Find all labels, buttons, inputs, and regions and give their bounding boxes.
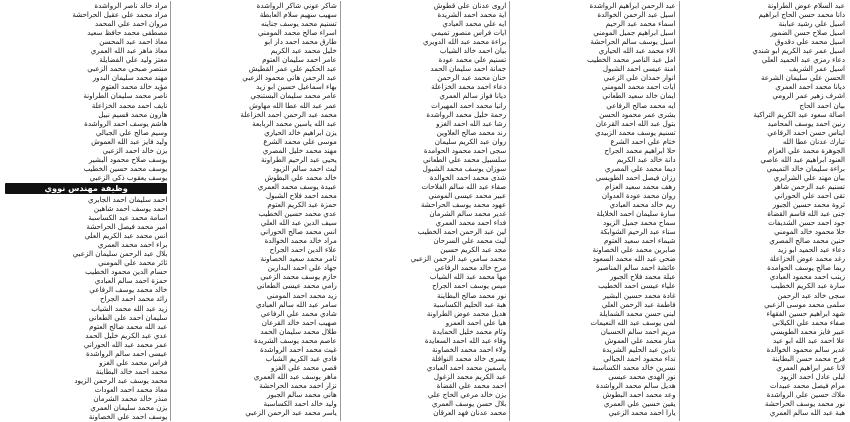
name-entry: رزان فيصل احمد الطويسي — [595, 172, 676, 182]
name-entry: بلال حسن يوسف العمري — [431, 399, 507, 409]
name-entry: يقين حسين علي العمري — [603, 399, 676, 409]
name-entry: مراد خالد محمد الخوالدة — [264, 236, 337, 246]
name-entry: معاذ ماهر عبد الله العمري — [90, 46, 168, 56]
name-entry: بلال عبد الرحمن سليمان الزعبي — [72, 249, 168, 259]
name-entry: علاء الدين احمد الجراح — [269, 245, 337, 255]
name-entry: ليلى عادل احمد الزيود — [779, 371, 845, 381]
name-entry: يوسف صلاح محمود البشير — [88, 154, 168, 164]
name-entry: سلمى محمد موسى الزعبي — [764, 299, 845, 309]
name-entry: تسنيم يوسف محمد الزبيدي — [594, 127, 676, 137]
name-entry: احمد سليمان احمد الجابري — [88, 194, 168, 204]
name-entry: تقى احمد علي الحوراني — [774, 190, 845, 200]
name-entry: ايه علي محمد العبادي — [442, 19, 507, 29]
name-entry: طلال محمد سليمان الحمد — [260, 326, 337, 336]
name-entry: محمد سامي عبد الرحمن الزعبي — [410, 254, 507, 264]
name-entry: مؤيد خالد محمد العتوم — [101, 82, 168, 92]
name-entry: حازم يوسف محمد الزعبي — [260, 272, 337, 282]
name-entry: يزن ابراهيم خالد الحياري — [264, 127, 337, 137]
name-entry: حنان محمد عبد الرحمن — [437, 73, 507, 83]
name-entry: محمد عدنان فهد العرقان — [433, 408, 507, 418]
name-entry: دانا محمد حسن الحاج ابراهيم — [758, 10, 845, 20]
name-entry: ثائر محمد علي المومني — [98, 258, 168, 268]
name-entry: محمد عبد الرحمن احمد الخزاعلة — [240, 109, 337, 119]
name-entry: لمى يوسف عبد الله النعيمات — [590, 317, 676, 327]
name-entry: عبد الله ياسين محمد الربابعة — [252, 118, 337, 128]
name-entry: دعاء رمزي عبد الحميد العلي — [761, 55, 845, 65]
name-entry: هبة عبد الله سالم العمري — [769, 408, 845, 418]
name-entry: شذى محمد احمد الخوالدة — [429, 172, 507, 182]
name-entry: وئام محمد خليل الحمايدة — [432, 326, 507, 336]
name-entry: هاني محمد سالم الجبور — [267, 390, 337, 400]
name-entry: غدير محمد سالم الشرمان — [429, 209, 507, 219]
name-entry: غدير سالم محمود الخوالدة — [766, 344, 845, 354]
name-entry: الاء محمد عبد الله الحياري — [598, 46, 676, 56]
name-entry: يزن خالد احمد الزعبي — [102, 145, 168, 155]
names-column-2 — [509, 1, 678, 421]
name-entry: عبد الرحمن ابراهيم الرواشدة — [589, 1, 676, 10]
name-entry: دانة خالد عبد الكريم — [616, 154, 676, 164]
name-entry: يوسف يعقوب ذكي الزعبي — [89, 172, 168, 182]
name-entry: تسنيم عبد الرحمن شاهر — [773, 181, 845, 191]
name-entry: منذر خالد محمد الشرمان — [93, 393, 168, 403]
name-entry: وسيم صالح علي الجبالي — [95, 127, 168, 137]
name-entry: نداء محمود احمد الجبالي — [603, 353, 676, 363]
name-entry: علا احمد عبد الله ابو عيد — [772, 335, 845, 345]
name-entry: رغد محمد عوض الخزاعلة — [769, 254, 845, 264]
name-entry: مهند محمد خليل المصري — [262, 145, 337, 155]
name-entry: طارق محمد احمد دار ابو — [264, 37, 337, 47]
name-entry: ريم خالد محمد العبادي — [609, 200, 676, 210]
name-entry: زيد عبد الله محمد الشياب — [91, 303, 168, 313]
name-entry: محمد يوسف عبد الرحمن الزيود — [74, 375, 168, 385]
name-entry: نادين عبد الحليم الشريدة — [602, 344, 676, 354]
name-entry: جمانة احمد سليمان الحمد — [430, 64, 507, 74]
name-entry: عبد الرحمن هاني محمود الزعبي — [242, 73, 337, 83]
name-entry: علياء عيسى احمد الخطيب — [598, 281, 676, 291]
name-entry: معاذ احمد عبد المحسن — [99, 37, 168, 47]
name-entry: صفاء محمد علي الكيلاني — [772, 317, 845, 327]
name-entry: سجى خالد عبد الرحمن — [777, 290, 845, 300]
name-entry: حلا محمود خالد المومني — [774, 227, 845, 237]
name-entry: سليمان احمد علي الطعاني — [88, 312, 168, 322]
name-entry: نور محمد يوسف الحراحشة — [764, 399, 845, 409]
name-entry: بهاء اسماعيل حسين ابو زيد — [256, 82, 337, 92]
name-entry: اسيل يوسف سالم الحراحشة — [590, 37, 676, 47]
name-entry: خالد محمد يوسف الرفاعي — [89, 285, 168, 295]
name-entry: صفاء عبد الله سالم الفلاحات — [421, 181, 507, 191]
name-entry: يارا احمد محمد الزعبي — [608, 408, 676, 418]
name-entry: سيف الدين عبد الله العلي — [260, 218, 337, 228]
name-entry: ديما محمد علي المصري — [604, 163, 676, 173]
name-entry: نسرين خالد محمد الكساسبة — [592, 362, 676, 372]
name-entry: عمر عبد الله عطا الله مهاوش — [249, 100, 337, 110]
name-entry: تبارك عدنان عطا الله — [782, 136, 845, 146]
names-column-1 — [679, 1, 848, 421]
name-entry: مراد خالد ناصر الرواشدة — [94, 1, 168, 10]
name-entry: سوزان يوسف محمد الشبول — [422, 163, 507, 173]
name-entry: لانا عمر ابراهيم العمري — [776, 362, 845, 372]
name-entry: ديانا فواز سالم العمري — [439, 91, 507, 101]
name-entry: انوار حمدان علي الزعبي — [603, 73, 676, 83]
name-entry: رائد محمد احمد الجراح — [99, 294, 168, 304]
name-entry: زيد محمد احمد المومني — [266, 290, 337, 300]
name-entry: شيماء احمد سعيد العتوم — [603, 236, 676, 246]
name-entry: رامي محمد عيسى الطعاني — [256, 281, 337, 291]
name-entry: اسماء محمد عبد الرحيم — [605, 19, 676, 29]
name-entry: محمد احمد خالد البطاينة — [95, 366, 168, 376]
name-entry: قصي محمد علي الغزو — [270, 362, 337, 372]
name-entry: يوسف احمد علي الخصاونة — [88, 412, 168, 421]
name-entry: فرح محمد حسن البطاينة — [771, 353, 845, 363]
name-entry: صهيب احمد خالد القرعان — [261, 317, 337, 327]
name-entry: ضحى عبد الله محمد السعود — [592, 254, 676, 264]
name-entry: منتصر صبحي محمد الزعبي — [87, 64, 168, 74]
name-entry: الجوهرة محمد علي العزام — [767, 145, 845, 155]
name-entry: مروان احمد علي المحمد — [94, 19, 168, 29]
name-entry: مهند محمد سليمان البدور — [92, 73, 168, 83]
name-entry: رشا عبد الله احمد الغزو — [436, 118, 507, 128]
name-entry: عبير محمد عيسى المومني — [428, 190, 507, 200]
name-entry: اروى عدنان علي قطوش — [433, 1, 507, 10]
name-entry: خالد محمد علي البطوش — [264, 172, 337, 182]
name-entry: موسى علي محمد الشرع — [263, 136, 337, 146]
name-entry: يوسف محمد حسين الخطيب — [83, 163, 168, 173]
name-entry: وفاء عبد الله احمد السعايدة — [424, 335, 507, 345]
name-entry: ليث احمد سالم الزيود — [272, 163, 337, 173]
name-entry: عهود محمد يوسف الحراحشة — [420, 200, 507, 210]
name-entry: احمد محمد علي القضاة — [436, 380, 507, 390]
name-entry: مرح خالد محمد الرفاعي — [434, 263, 507, 273]
name-entry: براء احمد محمد العمري — [97, 240, 168, 250]
name-entry: اسيل عمر عبد الكريم ابو شندي — [752, 46, 845, 56]
name-entry: بيان احمد خالد الشياب — [439, 46, 507, 56]
name-entry: انس محمد صالح الحوراني — [260, 227, 337, 237]
name-entry: هيا علي احمد العمرو — [445, 317, 507, 327]
name-entry: فاطمة عبد الرحمن العلي — [601, 299, 676, 309]
name-entry: ايه محمد صالح الرفاعي — [606, 100, 676, 110]
name-entry: عاصم محمد يوسف الشريدة — [253, 335, 337, 345]
name-entry: مراد محمد علي عقيل الحراحشة — [72, 10, 168, 20]
name-entry: نايف احمد محمد الخزاعلة — [91, 100, 168, 110]
name-entry: حسام الدين محمود الخطيب — [85, 267, 168, 277]
name-entry: امير محمد فيصل الحراحشة — [86, 222, 168, 232]
name-entry: سهيب سهيم سلام العابطة — [259, 10, 337, 20]
name-entry: عائشة احمد سالم المناصير — [596, 263, 676, 273]
name-entry: نور الهدى محمد عيسى — [608, 371, 676, 381]
name-entry: سماح محمد جميل الزيود — [602, 218, 676, 228]
name-entry: رند محمد صالح العلاوين — [436, 127, 507, 137]
name-entry: حنين محمد صالح المصري — [769, 236, 845, 246]
name-entry: ياسر محمد عبد الرحمن الزعبي — [245, 408, 337, 418]
name-entry: ليث محمد علي السرحان — [433, 236, 507, 246]
name-entry: عبد الله محمد صالح العتوم — [89, 321, 168, 331]
name-entry: لين عبد الرحمن احمد الخطيب — [417, 227, 507, 237]
name-entry: خليل محمد عبد الكريم — [270, 46, 337, 56]
name-entry: ولاء احمد محمد الخصاونة — [432, 344, 507, 354]
name-entry: عبد السلام عوض الطراونة — [767, 1, 845, 10]
name-entry: ياسمين محمد احمد العبادي — [426, 362, 507, 372]
name-entry: وليد فايز عبد الله العموش — [91, 136, 168, 146]
name-entry: عامر محمد سليمان البستنجي — [250, 91, 337, 101]
name-entry: براءة سليمان خالد التميمي — [766, 163, 845, 173]
name-entry: هارون محمد قسيم نبيل — [98, 109, 168, 119]
name-entry: فراس محمد علي الغزو — [99, 357, 168, 367]
name-entry: دعاء عبد الحميد ابو زيد — [777, 245, 845, 255]
name-entry: جود احمد حسن الشديفات — [768, 218, 845, 228]
name-entry: رحمة خليل محمد الرواشدة — [426, 109, 507, 119]
name-entry: حمزة احمد سالم العبادي — [94, 276, 168, 286]
name-entry: سامر عبد الله سالم العبادي — [256, 299, 337, 309]
name-entry: منار محمد علي العموش — [604, 335, 676, 345]
name-entry: هديل سالم محمد الرواشدة — [596, 380, 676, 390]
name-entry: عامر احمد سليمان العتوم — [262, 55, 337, 65]
name-entry: سارة سليمان احمد الخلايلة — [596, 209, 676, 219]
name-entry: حمزة عبد الكريم العتوم — [267, 200, 337, 210]
name-entry: جنى عبد الله قاسم القضاة — [767, 209, 845, 219]
name-entry: فادي عبد الكريم الشياب — [265, 353, 337, 363]
name-entry: مجد عبد الكريم حسين — [440, 245, 507, 255]
name-entry: يحيى عبد الرحيم الطراونة — [260, 154, 337, 164]
name-entry: يزن محمد سليمان العمري — [90, 403, 168, 413]
name-entry: ثامر محمد سعيد الخصاونة — [260, 254, 337, 264]
name-entry: ديانا محمد احمد العمري — [775, 82, 845, 92]
name-entry: شادي محمد علي الرفاعي — [260, 308, 337, 318]
name-entry: نور محمد صالح البطاينة — [437, 290, 507, 300]
name-entry: ميس يوسف احمد الجراح — [432, 281, 507, 291]
name-entry: اشرف زهير عمر الرومي — [772, 91, 845, 101]
name-entry: روان محمد عودة العدوان — [601, 190, 676, 200]
name-entry: صابرين محمد علي الخصاونة — [592, 245, 676, 255]
name-entry: شهد ابراهيم حسين الفقهاء — [766, 308, 845, 318]
name-entry: جهاد علي احمد البدارين — [267, 263, 337, 273]
name-entry: هاشم يوسف احمد الرواشدة — [84, 118, 168, 128]
name-entry: ريما صالح يوسف الحوامدة — [767, 263, 845, 273]
name-entry: احمد يوسف احمد شاهين — [93, 203, 168, 213]
name-entry: بتول عبد الله احمد القرعان — [595, 118, 676, 128]
name-entry: عبير فايز محمد الطويسي — [770, 326, 845, 336]
name-entry: ايناس حسن احمد الرفاعي — [767, 127, 845, 137]
name-entry: رهف محمد سعيد العزام — [605, 181, 676, 191]
name-entry: عبد الحكيم علي عمر القطيش — [248, 64, 337, 74]
name-entry: معاذ محمد احمد العودات — [94, 384, 168, 394]
name-entry: عبلة محمد فلاح الجبور — [609, 272, 676, 282]
name-entry: عبد الكريم محمد الزغول — [433, 371, 507, 381]
name-entry: ايات فراس منصور تميمي — [431, 28, 507, 38]
name-entry: مصطفى محمد حافظ سعيد — [87, 28, 168, 38]
section-heading: وظيفة مهندس نووي — [5, 183, 167, 194]
name-entry: براءة محمد عبد الله الدويري — [422, 37, 507, 47]
name-entry: تسنيم محمد يوسف جناينه — [260, 19, 337, 29]
name-entry: اسيل عبد الرحمن الخوالدة — [597, 10, 676, 20]
name-entry: تسنيم علي محمد عودة — [438, 55, 507, 65]
names-column-5 — [2, 1, 170, 421]
name-entry: يسرى خالد محمد النوافلة — [431, 353, 507, 363]
name-entry: نزار احمد محمد الحراحشة — [259, 380, 337, 390]
name-entry: فداء احمد محمد العمري — [435, 218, 507, 228]
name-entry: انس محمد عبد الكريم العلي — [84, 231, 168, 241]
name-entry: اسامة محمد عيد الكساسبة — [88, 213, 168, 223]
name-entry: بشرى عمر محمود الحسن — [599, 109, 676, 119]
name-entry: هديل محمد عوض الطراونة — [426, 308, 507, 318]
name-entry: رانيا محمد احمد المهيرات — [431, 100, 507, 110]
name-entry: دعاء احمد محمد الخزاعلة — [431, 82, 507, 92]
name-entry: العنود ابراهيم عبد الله عاصي — [760, 154, 845, 164]
name-entry: عيسى احمد سالم الرواشدة — [86, 348, 168, 358]
name-entry: بيان مهند علي الشرايري — [773, 172, 845, 182]
name-entry: محمد احمد فلاح الشبول — [266, 190, 337, 200]
name-entry: ايات احمد محمد المومني — [601, 82, 676, 92]
name-entry: اسيل محمد علي دقدوق — [774, 37, 845, 47]
name-entry: رنين احمد يوسف المحاميد — [767, 118, 845, 128]
name-entry: مها محمد عبد الله الشياب — [429, 272, 507, 282]
name-entry: سناء عبد الرحيم الشوابكة — [600, 227, 676, 237]
name-entry: يزن خالد مرعي الحاج علي — [427, 390, 507, 400]
name-entry: ماهر يوسف عبد الله العمري — [253, 371, 337, 381]
names-column-4 — [170, 1, 339, 421]
name-entry: اسراء صالح محمد المومني — [258, 28, 337, 38]
name-entry: عمر محمد عبد الله الحوراني — [83, 339, 168, 349]
name-entry: حلا ابراهيم محمد الجراح — [604, 145, 676, 155]
name-entry: اسيل علي رشيد عبابنة — [778, 19, 845, 29]
name-entry: سلسبيل محمد علي الطعاني — [423, 154, 507, 164]
name-entry: ملاك حسين علي الرواشدة — [766, 390, 845, 400]
names-column-3 — [340, 1, 509, 421]
name-entry: روان عبد الكريم سليمان — [434, 136, 507, 146]
name-entry: الحسن علي سليمان الشرعة — [760, 73, 845, 83]
name-entry: معتز وليد علي الفضايلة — [99, 55, 168, 65]
name-entry: اسيل عمر الشريف — [789, 64, 845, 74]
name-entry: ناصر محمد سليمان الطراونة — [83, 91, 168, 101]
name-entry: مريم احمد سالم الحسبان — [600, 326, 676, 336]
name-entry: زينب احمد محمود العبادي — [769, 272, 845, 282]
name-entry: غادة محمد حسين البشير — [602, 290, 676, 300]
name-entry: غيث محمد احمد الرواشدة — [259, 344, 337, 354]
name-entry: ايمان خالد سعيد الطعاني — [602, 91, 676, 101]
name-entry: اية محمد احمد الشريدة — [437, 10, 507, 20]
name-entry: وعد محمد احمد البطوش — [602, 390, 676, 400]
name-entry: وليد خالد احمد الكساسبة — [263, 399, 337, 409]
name-entry: عدي محمد حسين الخطيب — [258, 209, 337, 219]
name-entry: ختام علي احمد الشرع — [610, 136, 676, 146]
name-entry: هبة عبد الحليم الكساسبة — [433, 299, 507, 309]
name-entry: اسيل ابراهيم جميل المومني — [593, 28, 676, 38]
name-entry: امل عبد الناصر محمد الخطيب — [587, 55, 676, 65]
name-entry: اصالة سعود عبد الكريم التراكية — [753, 109, 845, 119]
name-entry: ثروة محمد حسين الجبور — [772, 200, 845, 210]
name-entry: عبيدة يوسف محمد العمري — [257, 181, 337, 191]
name-entry: بيان احمد الحاج — [799, 100, 845, 110]
name-entry: لبنى حسن محمد الشمايلة — [599, 308, 676, 318]
name-entry: شاكر عوني شاكر الرواشدة — [256, 1, 337, 10]
name-entry: مرام فيصل محمد عبيدات — [770, 380, 845, 390]
name-entry: امنة عيسى احمد الشبول — [602, 64, 676, 74]
name-entry: سجى احمد محمود الحوامدة — [423, 145, 507, 155]
name-entry: سارة عبد الكريم الخطيب — [770, 281, 845, 291]
name-entry: اسيل صلاح حسن الضمور — [770, 28, 845, 38]
name-entry: عدي عبد الكريم خليل الحمد — [85, 330, 168, 340]
